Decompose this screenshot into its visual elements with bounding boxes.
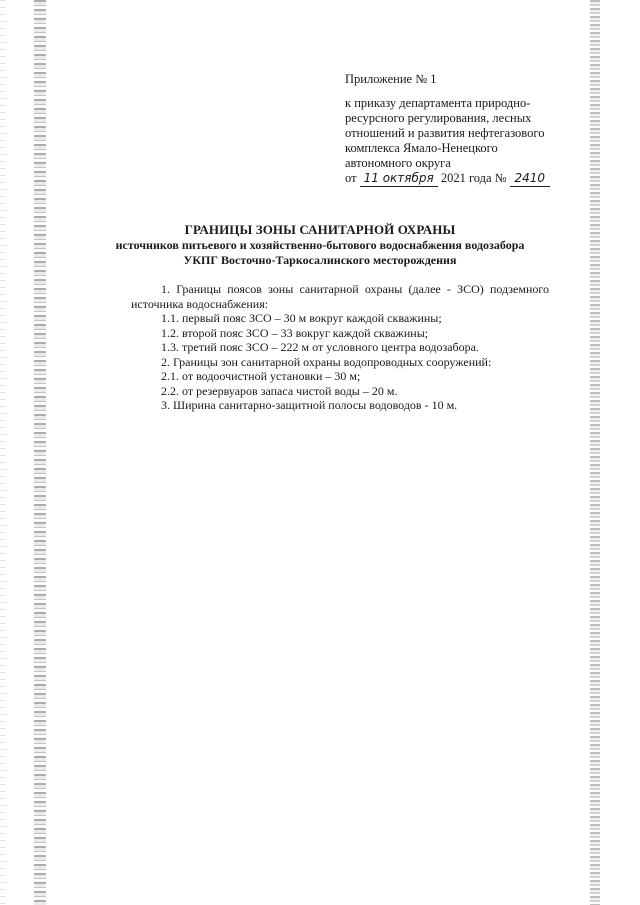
- body-item: 3. Ширина санитарно-защитной полосы водоводов - 10 м.: [161, 398, 458, 412]
- handwritten-date: 11 октября: [360, 171, 438, 187]
- date-prefix: от: [345, 171, 357, 185]
- body-item: 1.2. второй пояс ЗСО – 33 вокруг каждой скважины;: [161, 325, 429, 340]
- scan-edge-right: [590, 0, 600, 905]
- order-line: автономного округа: [345, 156, 451, 170]
- scan-edge-left-faint: [0, 0, 6, 905]
- date-year: 2021 года №: [440, 171, 507, 185]
- document-body: [131, 282, 549, 413]
- body-intro: 1. Границы поясов зоны санитарной охраны (далее - ЗСО) подземного источника водоснабжения:: [131, 282, 549, 311]
- order-date-line: [345, 171, 565, 187]
- order-reference: [345, 96, 565, 187]
- scan-edge-left: [34, 0, 46, 905]
- body-item: 1.3. третий пояс ЗСО – 222 м от условного центра водозабора.: [161, 340, 479, 354]
- body-item: 2. Границы зон санитарной охраны водопроводных сооружений:: [161, 354, 492, 369]
- document-subtitle-line: источников питьевого и хозяйственно-бытового водоснабжения водозабора: [115, 238, 525, 252]
- order-line: комплекса Ямало-Ненецкого: [345, 141, 498, 155]
- document-title: ГРАНИЦЫ ЗОНЫ САНИТАРНОЙ ОХРАНЫ: [184, 222, 456, 237]
- order-line: отношений и развития нефтегазового: [345, 126, 545, 140]
- appendix-label: Приложение № 1: [345, 72, 437, 86]
- body-item: 1.1. первый пояс ЗСО – 30 м вокруг каждой скважины;: [161, 311, 442, 325]
- order-line: ресурсного регулирования, лесных: [345, 111, 532, 125]
- body-item: 2.2. от резервуаров запаса чистой воды – 20 м.: [161, 383, 398, 398]
- document-subtitle-line: УКПГ Восточно-Таркосалинского месторождения: [183, 253, 457, 267]
- order-line: к приказу департамента природно-: [345, 96, 531, 110]
- handwritten-order-number: 2410: [510, 171, 550, 187]
- body-item: 2.1. от водоочистной установки – 30 м;: [161, 369, 361, 383]
